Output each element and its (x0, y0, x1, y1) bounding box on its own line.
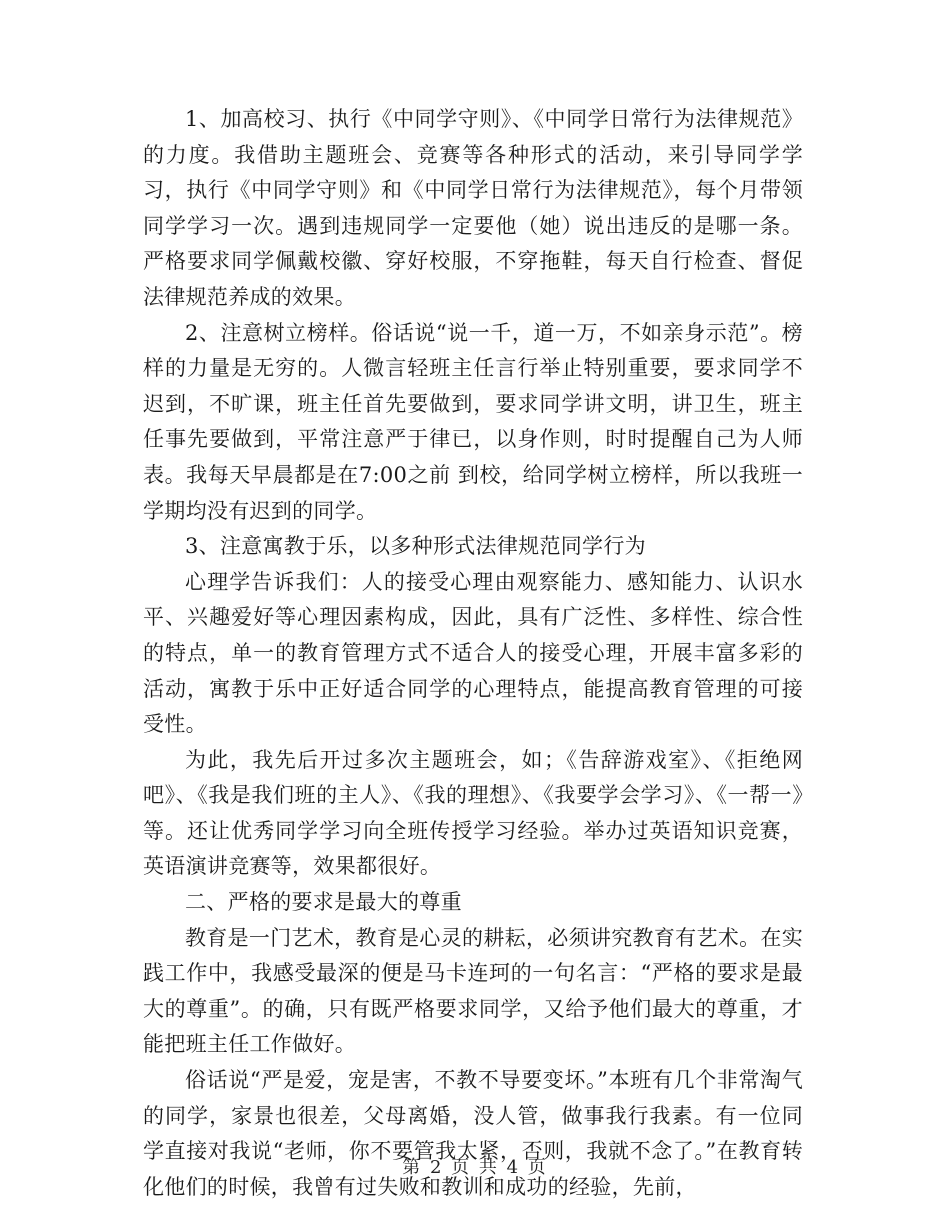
document-body (143, 102, 803, 1205)
page-footer: 第 2 页 共 4 页 (402, 1157, 548, 1178)
paragraph-5: 为此，我先后开过多次主题班会，如；《告辞游戏室》、《拒绝网吧》、《我是我们班的主人》、《我的理想》、《我要学会学习》、《一帮一》等。还让优秀同学学习向全班传授学习经验。举办过英语知识竞赛，英语演讲竞赛等，效果都很好。 (143, 747, 803, 879)
paragraph-8: 俗话说“严是爱，宠是害，不教不导要变坏。”本班有几个非常淘气的同学，家景也很差，父母离婚，没人管，做事我行我素。有一位同学直接对我说“老师，你不要管我太紧，否则，我就不念了。”在教育转化他们的时候，我曾有过失败和教训和成功的经验，先前， (143, 1068, 803, 1199)
paragraph-4: 心理学告诉我们：人的接受心理由观察能力、感知能力、认识水平、兴趣爱好等心理因素构成，因此，具有广泛性、多样性、综合性的特点，单一的教育管理方式不适合人的接受心理，开展丰富多彩的活动，寓教于乐中正好适合同学的心理特点，能提高教育管理的可接受性。 (143, 569, 803, 737)
paragraph-1: 1、加高校习、执行《中同学守则》、《中同学日常行为法律规范》的力度。我借助主题班会、竞赛等各种形式的活动，来引导同学学习，执行《中同学守则》和《中同学日常行为法律规范》，每个月带领同学学习一次。遇到违规同学一定要他（她）说出违反的是哪一条。严格要求同学佩戴校徽、穿好校服，不穿拖鞋，每天自行检查、督促法律规范养成的效果。 (143, 107, 803, 309)
paragraph-3-heading: 3、注意寓教于乐，以多种形式法律规范同学行为 (185, 534, 646, 559)
section-heading-2: 二、严格的要求是最大的尊重 (185, 890, 462, 915)
paragraph-2: 2、注意树立榜样。俗话说“说一千，道一万，不如亲身示范”。榜样的力量是无穷的。人微言轻班主任言行举止特别重要，要求同学不迟到，不旷课，班主任首先要做到，要求同学讲文明，讲卫生，班主任事先要做到，平常注意严于律已，以身作则，时时提醒自己为人师表。我每天早晨都是在7:00之前 到校，给同学树立榜样，所以我班一学期均没有迟到的同学。 (143, 320, 803, 523)
paragraph-7: 教育是一门艺术，教育是心灵的耕耘，必须讲究教育有艺术。在实践工作中，我感受最深的便是马卡连珂的一句名言：“严格的要求是最大的尊重”。的确，只有既严格要求同学，又给予他们最大的尊重，才能把班主任工作做好。 (143, 925, 803, 1057)
